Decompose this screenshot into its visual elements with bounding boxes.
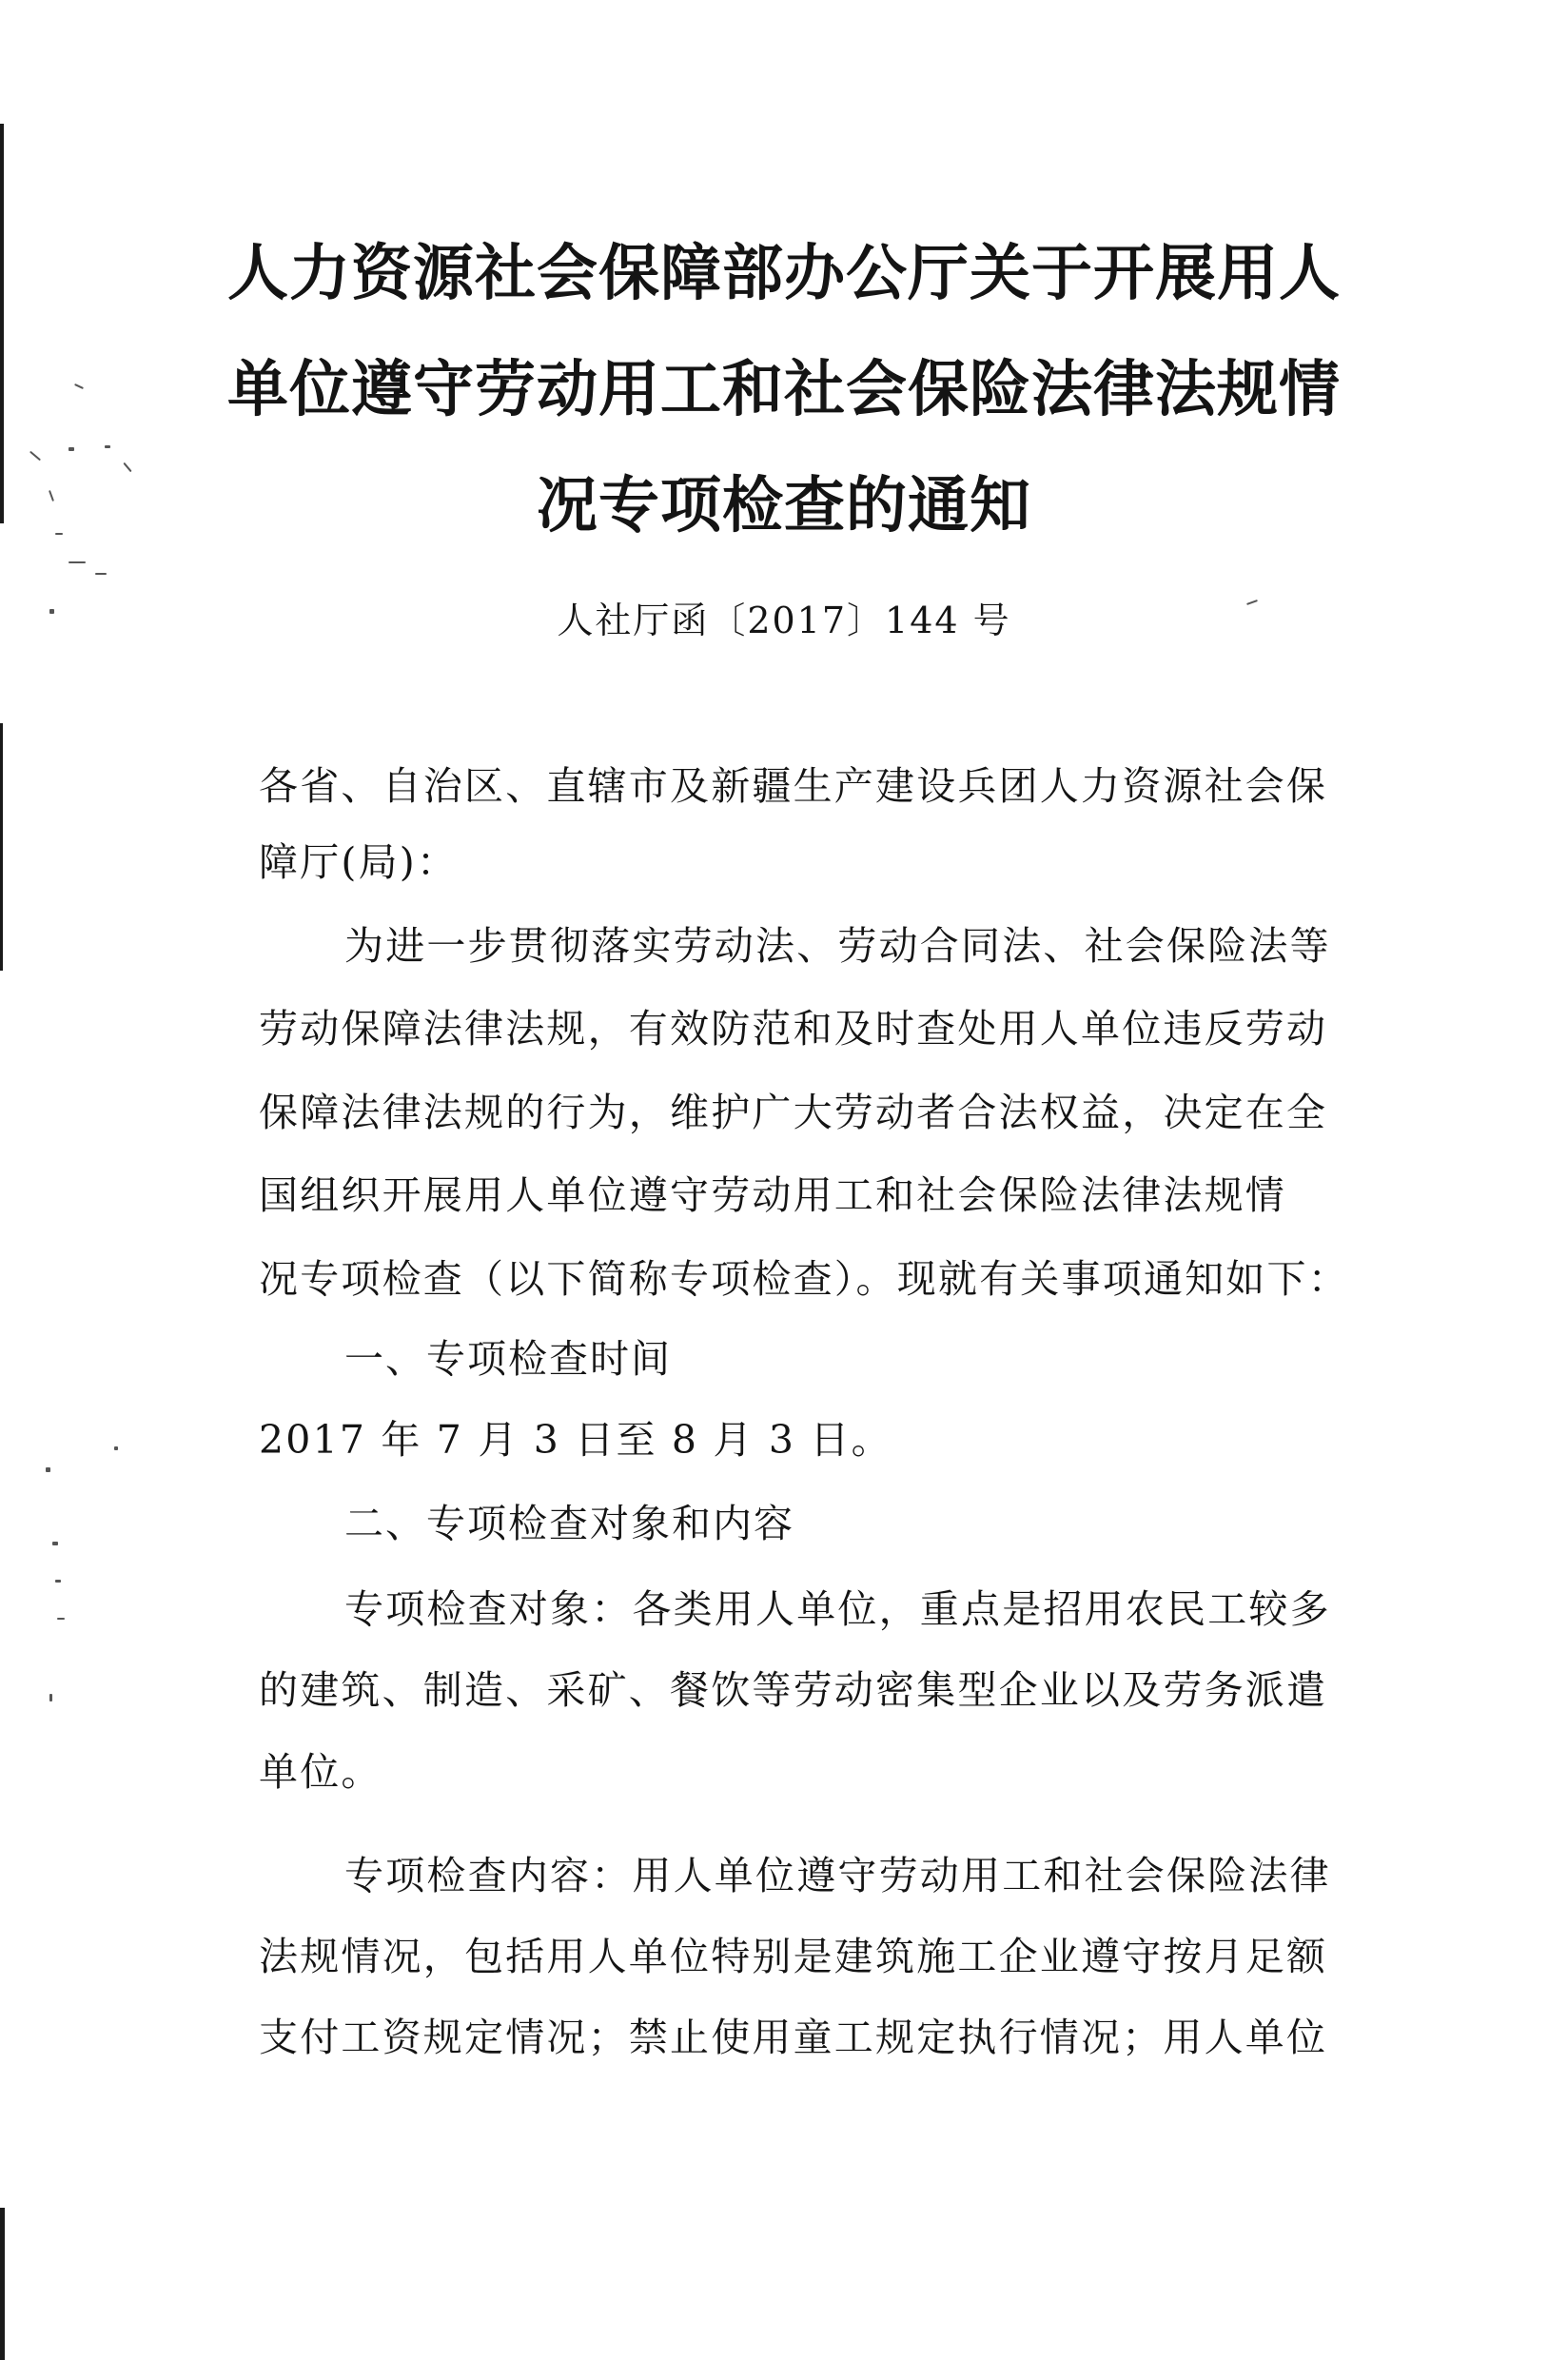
intro-line-3: 保障法律法规的行为，维护广大劳动者合法权益，决定在全 xyxy=(259,1090,1328,1135)
scan-speck xyxy=(69,561,86,563)
document-title-line-3: 况专项检查的通知 xyxy=(537,471,1031,541)
salutation-line-1: 各省、自治区、直辖市及新疆生产建设兵团人力资源社会保 xyxy=(259,763,1328,809)
salutation-line-2: 障厅(局)： xyxy=(259,839,459,885)
intro-line-4: 国组织开展用人单位遵守劳动用工和社会保险法律法规情 xyxy=(259,1172,1286,1218)
scan-speck xyxy=(29,451,41,462)
document-title-line-1: 人力资源社会保障部办公厅关于开展用人 xyxy=(227,239,1341,309)
section-2-content-line-1: 专项检查内容：用人单位遵守劳动用工和社会保险法律 xyxy=(344,1853,1331,1898)
scan-edge-mark-bottom xyxy=(0,2208,5,2360)
scan-speck xyxy=(49,1694,52,1701)
scan-speck xyxy=(55,1580,61,1583)
section-2-content-line-3: 支付工资规定情况；禁止使用童工规定执行情况；用人单位 xyxy=(259,2015,1328,2060)
scan-speck xyxy=(52,1542,58,1545)
section-2-objects-line-2: 的建筑、制造、采矿、餐饮等劳动密集型企业以及劳务派遣 xyxy=(259,1667,1328,1713)
scan-speck xyxy=(105,445,110,448)
document-title-line-2: 单位遵守劳动用工和社会保险法律法规情 xyxy=(227,355,1341,425)
section-2-content-line-2: 法规情况，包括用人单位特别是建筑施工企业遵守按月足额 xyxy=(259,1934,1328,1979)
scan-speck xyxy=(69,447,74,451)
scan-speck xyxy=(46,1467,50,1472)
scan-speck xyxy=(57,1618,65,1620)
intro-line-1: 为进一步贯彻落实劳动法、劳动合同法、社会保险法等 xyxy=(344,923,1331,969)
scan-speck xyxy=(95,573,107,575)
scan-edge-mark-middle xyxy=(0,723,3,971)
section-2-objects-line-1: 专项检查对象：各类用人单位，重点是招用农民工较多 xyxy=(344,1586,1331,1632)
section-1-body: 2017 年 7 月 3 日至 8 月 3 日。 xyxy=(259,1417,892,1463)
scan-speck xyxy=(114,1446,118,1450)
section-1-heading: 一、专项检查时间 xyxy=(344,1336,672,1382)
intro-line-2: 劳动保障法律法规，有效防范和及时查处用人单位违反劳动 xyxy=(259,1006,1328,1052)
document-number: 人社厅函〔2017〕144 号 xyxy=(557,600,1011,641)
section-2-objects-line-3: 单位。 xyxy=(259,1749,382,1795)
scan-edge-mark-top xyxy=(0,124,4,523)
section-2-heading: 二、专项检查对象和内容 xyxy=(344,1501,794,1546)
intro-line-5: 况专项检查（以下简称专项检查）。现就有关事项通知如下： xyxy=(259,1256,1349,1302)
